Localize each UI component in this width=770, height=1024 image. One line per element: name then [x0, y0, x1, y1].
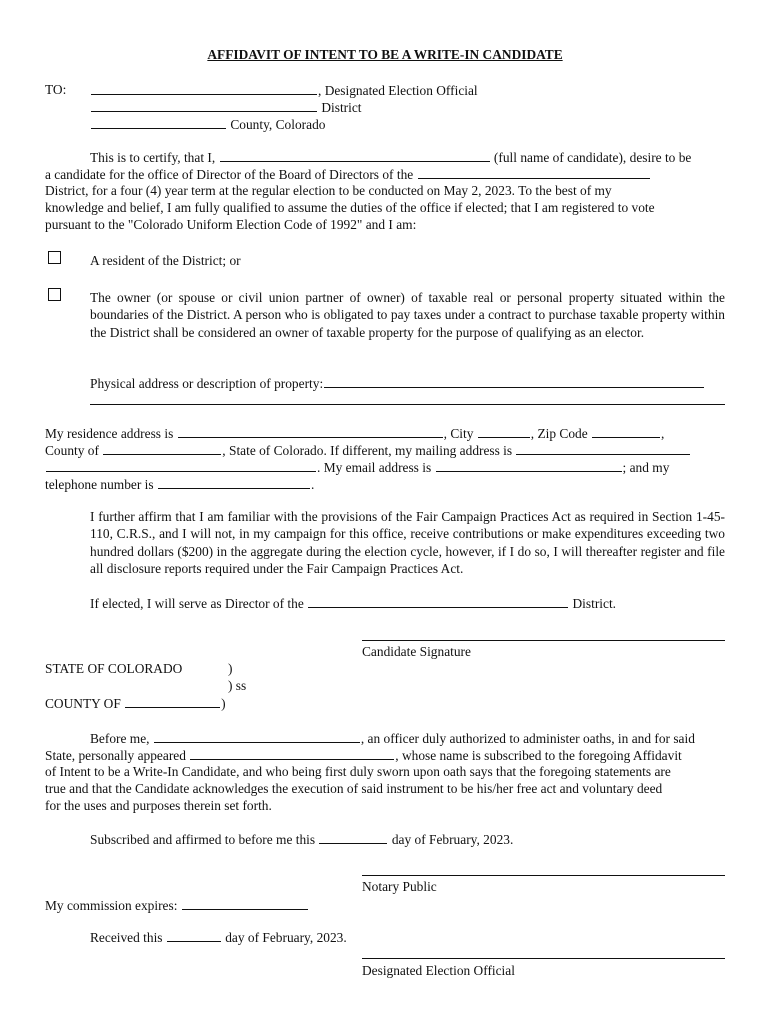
appeared-name-field[interactable] [190, 746, 394, 760]
to-line-1: , Designated Election Official [90, 81, 478, 99]
email-field[interactable] [436, 458, 622, 472]
serve-district-field[interactable] [308, 594, 568, 608]
owner-checkbox[interactable] [48, 288, 61, 301]
telephone-field[interactable] [158, 475, 310, 489]
residence-address-field[interactable] [178, 424, 443, 438]
residence-county-field[interactable] [103, 441, 221, 455]
before-me-line-1: Before me, , an officer duly authorized to administer oaths, in and for said [90, 731, 695, 746]
city-field[interactable] [478, 424, 530, 438]
property-address-field-2[interactable] [90, 404, 725, 405]
affidavit-page [45, 0, 725, 1024]
property-label: Physical address or description of property: [90, 374, 705, 392]
notary-public-label: Notary Public [362, 879, 437, 894]
subscribed-line: Subscribed and affirmed to before me this day of February, 2023. [90, 832, 514, 847]
notary-signature-field[interactable] [362, 875, 725, 876]
election-official-field[interactable] [91, 81, 317, 95]
owner-option-label: The owner (or spouse or civil union partner of owner) of taxable real or personal property situated within the boundaries of the District. A person who is obligated to pay taxes under a contract to purchase taxable property within the District shall be considered an owner of taxable property for the purpose of qualifying as an elector. [90, 290, 725, 340]
residence-line-1: My residence address is , City , Zip Code , [45, 426, 665, 441]
certify-line-4: knowledge and belief, I am fully qualified to assume the duties of the office if elected; that I am registered to vote [45, 200, 655, 215]
commission-expires-field[interactable] [182, 896, 308, 910]
fcpa-paragraph: I further affirm that I am familiar with the provisions of the Fair Campaign Practices Act as required in Section 1-45-110, C.R.S., and I will not, in my campaign for this office, receive contributions or make expenditures exceeding two hundred dollars ($200) in the aggregate during the election cycle, however, if I do so, I will thereafter register and file all disclosure reports required under the Fair Campaign Practices Act. [90, 509, 725, 576]
zip-code-field[interactable] [592, 424, 660, 438]
county-field[interactable] [91, 115, 226, 129]
official-signature-field[interactable] [362, 958, 725, 959]
venue-county-line: COUNTY OF ) [45, 696, 226, 711]
to-label: TO: [45, 82, 67, 97]
residence-line-4: telephone number is . [45, 477, 315, 492]
candidate-name-field[interactable] [220, 148, 490, 162]
residence-line-2: County of , State of Colorado. If different, my mailing address is [45, 441, 691, 459]
serve-line: If elected, I will serve as Director of the District. [90, 596, 617, 611]
page-title: AFFIDAVIT OF INTENT TO BE A WRITE-IN CANDIDATE [207, 47, 563, 62]
candidate-signature-field[interactable] [362, 640, 725, 641]
residence-line-3: . My email address is ; and my [45, 458, 669, 476]
commission-line: My commission expires: [45, 896, 309, 914]
mailing-address-field-2[interactable] [46, 458, 316, 472]
candidate-signature-label: Candidate Signature [362, 644, 471, 659]
venue-county-field[interactable] [125, 694, 220, 708]
to-line-3: County, Colorado [90, 115, 325, 133]
received-day-field[interactable] [167, 928, 221, 942]
property-address-field[interactable] [324, 374, 704, 388]
district-field[interactable] [91, 98, 317, 112]
to-line-2: District [90, 98, 362, 116]
subscribed-day-field[interactable] [319, 830, 387, 844]
resident-option-label: A resident of the District; or [90, 253, 241, 268]
venue-ss: ) ss [228, 678, 247, 693]
venue-paren-1: ) [228, 661, 233, 676]
before-me-line-2: State, personally appeared , whose name is subscribed to the foregoing Affidavit [45, 748, 682, 763]
before-me-line-4: true and that the Candidate acknowledges the execution of said instrument to be his/her free act and voluntary deed [45, 781, 663, 796]
board-district-field[interactable] [418, 165, 650, 179]
certify-line-3: District, for a four (4) year term at the regular election to be conducted on May 2, 2023. To the best of my [45, 183, 612, 198]
officer-name-field[interactable] [154, 729, 360, 743]
designated-official-label: Designated Election Official [362, 963, 515, 978]
before-me-line-3: of Intent to be a Write-In Candidate, and who being first duly sworn upon oath says that the foregoing statements are [45, 764, 671, 779]
certify-line-2: a candidate for the office of Director of the Board of Directors of the [45, 165, 651, 183]
received-line: Received this day of February, 2023. [90, 930, 347, 945]
certify-line-5: pursuant to the "Colorado Uniform Election Code of 1992" and I am: [45, 217, 417, 232]
resident-checkbox[interactable] [48, 251, 61, 264]
before-me-line-5: for the uses and purposes therein set forth. [45, 798, 272, 813]
mailing-address-field[interactable] [516, 441, 690, 455]
certify-line-1: This is to certify, that I, (full name of candidate), desire to be [90, 150, 692, 165]
venue-state: STATE OF COLORADO [45, 661, 183, 676]
